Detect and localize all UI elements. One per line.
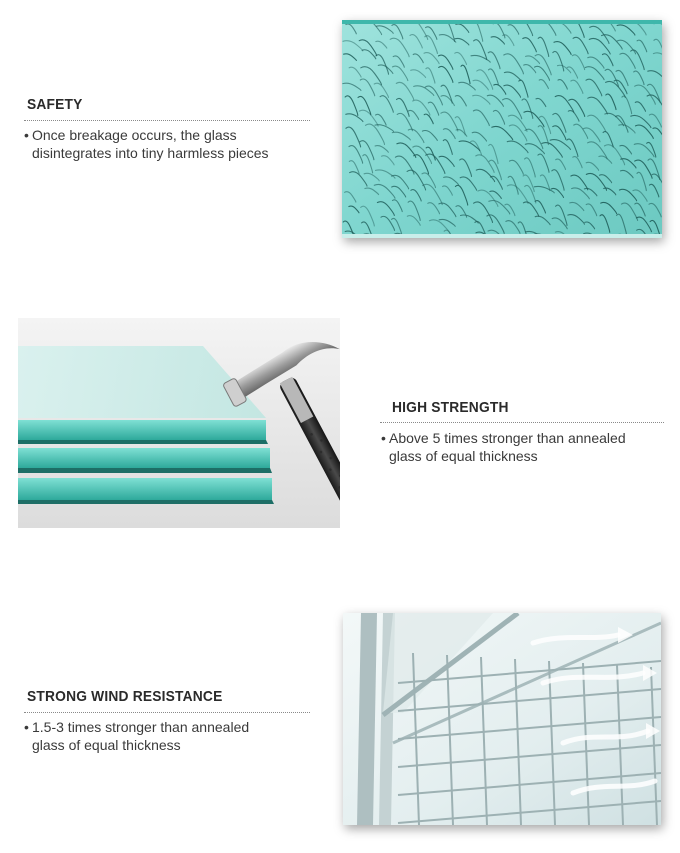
glass-curtain-wall-photo <box>343 613 661 825</box>
bullet-icon: • <box>24 127 29 143</box>
safety-description <box>24 126 269 162</box>
high-strength-description <box>381 429 626 465</box>
glass-sheets-hammer-photo <box>18 318 340 528</box>
wind-resistance-divider <box>24 712 310 713</box>
safety-desc-line2: disintegrates into tiny harmless pieces <box>32 145 269 161</box>
bullet-icon: • <box>381 430 386 446</box>
safety-divider <box>24 120 310 121</box>
wind-resistance-description <box>24 718 249 754</box>
wind-resistance-desc-line2: glass of equal thickness <box>32 737 181 753</box>
high-strength-divider <box>380 422 664 423</box>
wind-resistance-desc-line1: 1.5-3 times stronger than annealed <box>32 719 250 735</box>
safety-desc-line1: Once breakage occurs, the glass <box>32 127 237 143</box>
wind-resistance-title: STRONG WIND RESISTANCE <box>27 688 223 705</box>
bullet-icon: • <box>24 719 29 735</box>
safety-title: SAFETY <box>27 96 83 113</box>
high-strength-desc-line2: glass of equal thickness <box>389 448 538 464</box>
high-strength-title: HIGH STRENGTH <box>392 399 509 416</box>
shattered-glass-photo <box>342 20 662 238</box>
high-strength-desc-line1: Above 5 times stronger than annealed <box>389 430 626 446</box>
